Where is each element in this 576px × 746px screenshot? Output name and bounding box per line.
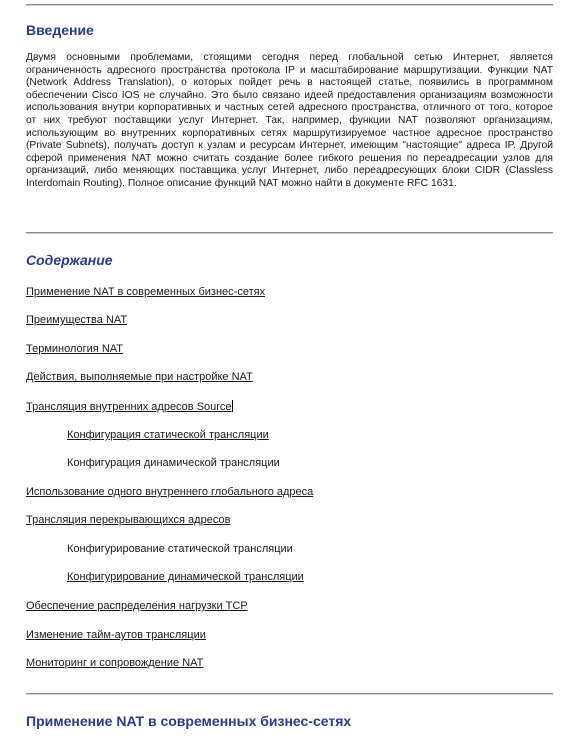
toc-link-nat-monitoring[interactable]: Мониторинг и сопровождение NAT [26, 657, 204, 669]
toc-link-single-global-address[interactable]: Использование одного внутреннего глобального адреса [26, 486, 314, 498]
intro-paragraph: Двумя основными проблемами, стоящими сегодня перед глобальной сетью Интернет, является ограниченность адресного пространства протокола IP и масштабирование маршрутизации. Функции NAT (Network Address Translation), о которых пойдет речь в настоящей статье, появились в программном обеспечении Cisco IOS не случайно. Это было связано идеей предоставления организациям возможности использования внутри корпоративных и частных сетей адресного пространства, отличного от того, которое от них требуют поставщики услуг Интернет. Так, например, функции NAT позволяют организациям, использующим во внутренних корпоративных сетях маршрутизируемое частное адресное пространство (Private Subnets), получать доступ к узлам и ресурсам Интернет, имеющим "настоящие" адреса IP. Другой сферой применения NAT можно считать создание более гибкого решения по переадресации узлов для организаций, либо меняющих поставщика услуг Интернет, либо переадресующих блоки CIDR (Classless Interdomain Routing). Полное описание функций NAT можно найти в документе RFC 1631. [26, 52, 553, 189]
toc-heading: Содержание [26, 252, 113, 268]
intro-heading: Введение [26, 22, 94, 38]
toc-link-source-translation[interactable] [26, 400, 233, 413]
toc-link-translation-timeouts[interactable]: Изменение тайм-аутов трансляции [26, 629, 206, 641]
toc-link-nat-advantages[interactable]: Преимущества NAT [26, 314, 128, 326]
toc-link-source-translation-label: Трансляция внутренних адресов Source [26, 401, 232, 413]
toc-link-dynamic-translation-config[interactable]: Конфигурация динамической трансляции [67, 457, 280, 469]
text-cursor [232, 400, 233, 412]
toc-link-tcp-load-distribution[interactable]: Обеспечение распределения нагрузки TCP [26, 600, 248, 612]
toc-link-overlapping-addresses[interactable]: Трансляция перекрывающихся адресов [26, 514, 231, 526]
toc-link-dynamic-translation-setup[interactable]: Конфигурирование динамической трансляции [67, 571, 304, 583]
divider-before-section [26, 693, 553, 695]
toc-link-static-translation-config[interactable]: Конфигурация статической трансляции [67, 429, 269, 441]
toc-link-nat-business[interactable]: Применение NAT в современных бизнес-сетях [26, 286, 266, 298]
section-heading-nat-business: Применение NAT в современных бизнес-сетях [26, 713, 352, 729]
top-divider [26, 4, 553, 6]
toc-link-nat-setup-steps[interactable]: Действия, выполняемые при настройке NAT [26, 371, 253, 383]
toc-link-nat-terminology[interactable]: Терминология NAT [26, 343, 124, 355]
toc-link-static-translation-setup[interactable]: Конфигурирование статической трансляции [67, 543, 293, 555]
divider-before-toc [26, 232, 553, 234]
